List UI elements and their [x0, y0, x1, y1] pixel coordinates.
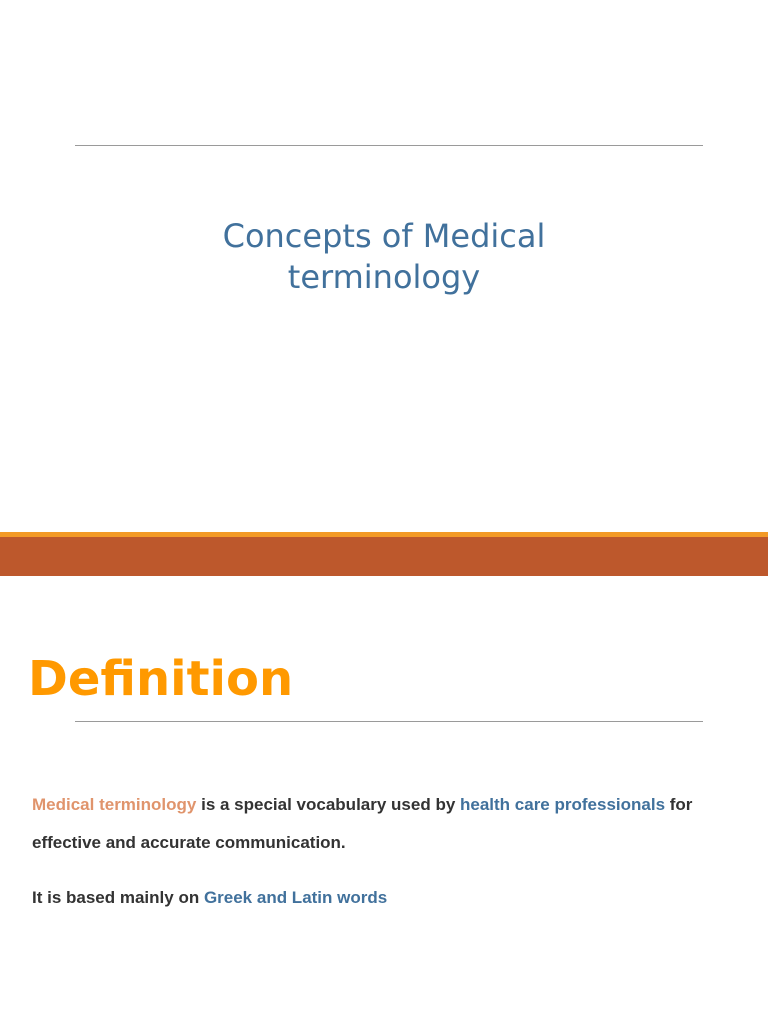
definition-text-b: for effective and accurate communication. [32, 795, 693, 852]
definition-text-a: is a special vocabulary used by [196, 795, 460, 814]
origin-text: It is based mainly on [32, 888, 204, 907]
origin-highlight: Greek and Latin words [203, 888, 388, 907]
title-line-1: Concepts of Medical [222, 217, 546, 255]
origin-paragraph [32, 879, 760, 917]
definition-paragraph [32, 786, 760, 862]
definition-divider [75, 721, 703, 722]
title-divider [75, 145, 703, 146]
title-line-2: terminology [287, 258, 481, 296]
term-highlight: Medical terminology [32, 795, 197, 814]
definition-heading: Definition [28, 651, 294, 707]
slide-separator-band [0, 537, 768, 576]
slide-title [84, 216, 684, 298]
professionals-highlight: health care professionals [460, 795, 666, 814]
